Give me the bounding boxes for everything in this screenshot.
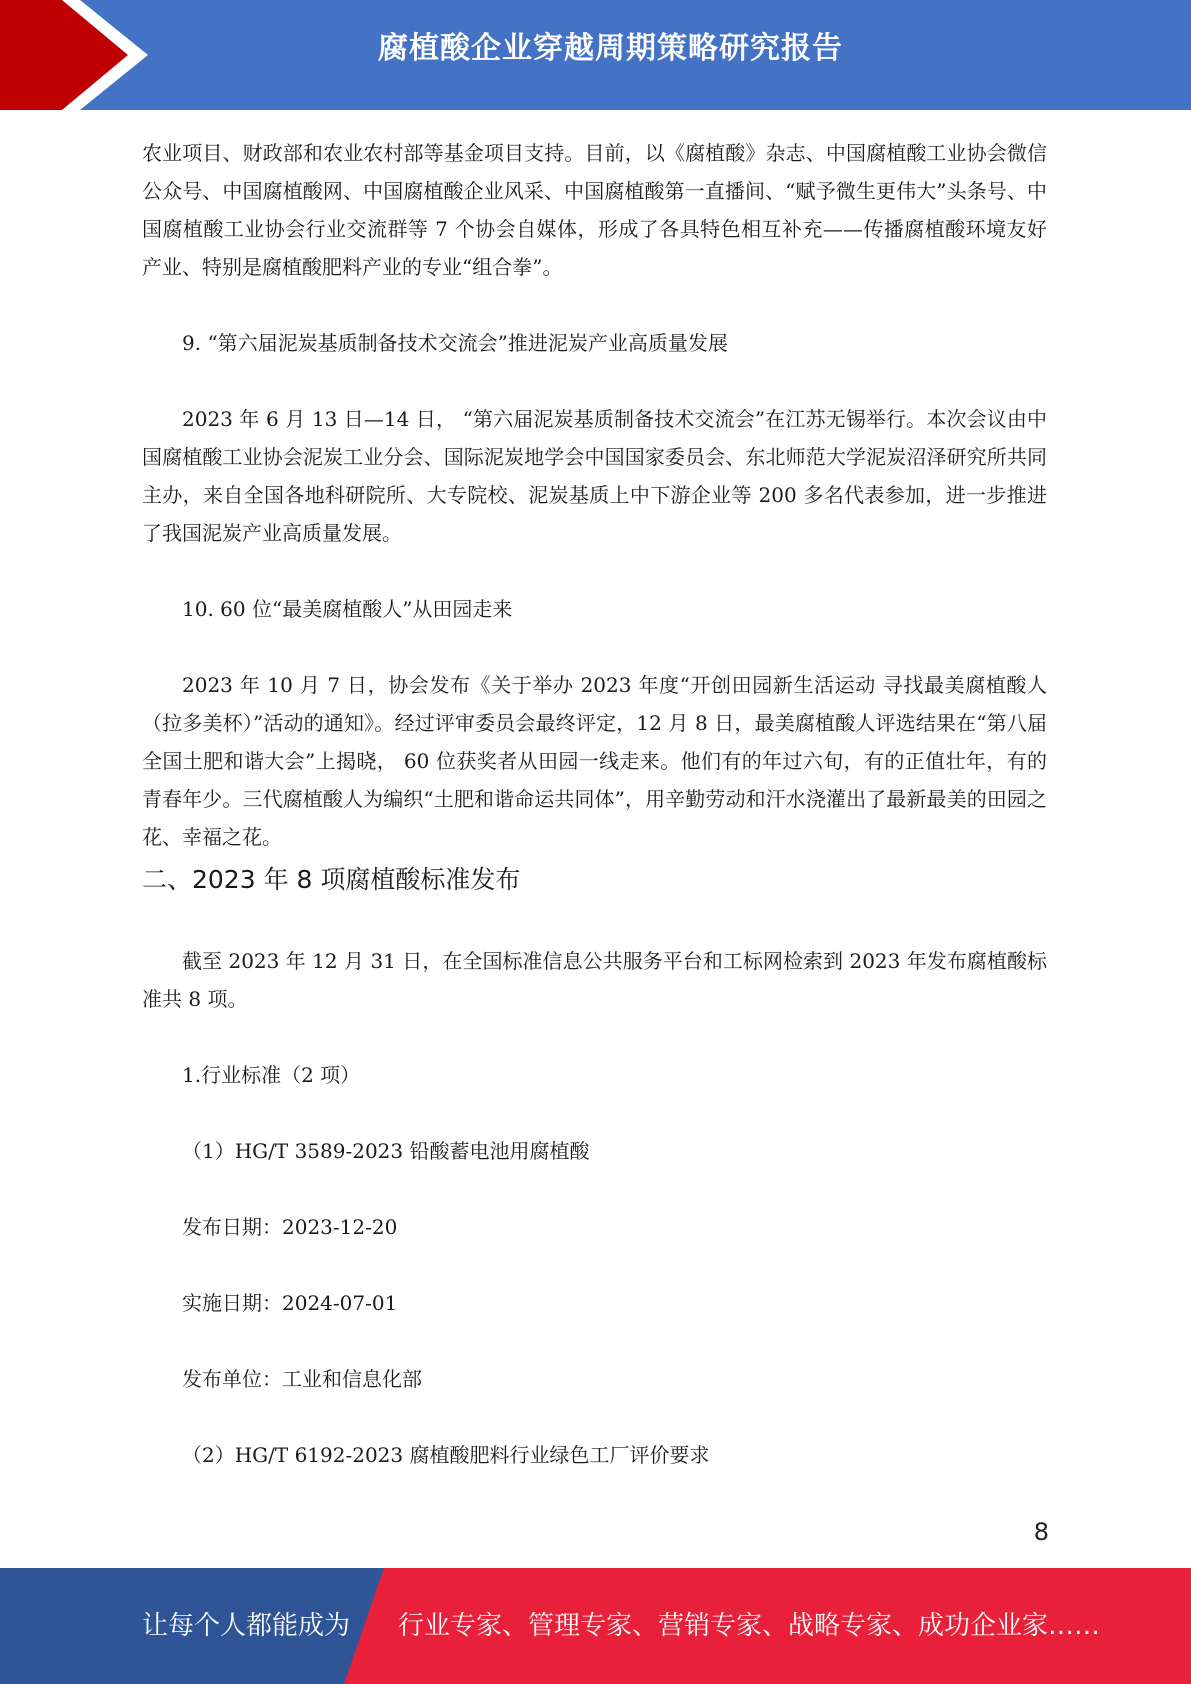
item-9-body: 2023 年 6 月 13 日—14 日， “第六届泥炭基质制备技术交流会”在江苏无锡举行。本次会议由中国腐植酸工业协会泥炭工业分会、国际泥炭地学会中国国家委员会、东北师范大学泥炭沼泽研究所共同主办，来自全国各地科研院所、大专院校、泥炭基质上中下游企业等 200 多名代表参加，进一步推进了我国泥炭产业高质量发展。	[142, 407, 1047, 545]
standard-2-title: （2）HG/T 6192-2023 腐植酸肥料行业绿色工厂评价要求	[182, 1443, 710, 1467]
section-2-heading: 二、2023 年 8 项腐植酸标准发布	[142, 865, 521, 894]
page-footer	[0, 1568, 1191, 1684]
page-content	[142, 134, 1047, 1474]
footer-slogan-right: 行业专家、管理专家、营销专家、战略专家、成功企业家……	[398, 1611, 1101, 1641]
page-header	[0, 0, 1191, 110]
page-number: 8	[1033, 1518, 1049, 1546]
footer-slogan-left: 让每个人都能成为	[142, 1611, 351, 1641]
section-2-intro: 截至 2023 年 12 月 31 日，在全国标准信息公共服务平台和工标网检索到 2023 年发布腐植酸标准共 8 项。	[142, 949, 1047, 1011]
paragraph-media-continued: 农业项目、财政部和农业农村部等基金项目支持。目前，以《腐植酸》杂志、中国腐植酸工业协会微信公众号、中国腐植酸网、中国腐植酸企业风采、中国腐植酸第一直播间、“赋予微生更伟大”头条号、中国腐植酸工业协会行业交流群等 7 个协会自媒体，形成了各具特色相互补充——传播腐植酸环境友好产业、特别是腐植酸肥料产业的专业“组合拳”。	[142, 141, 1047, 279]
standard-1-implementation-date: 实施日期：2024-07-01	[182, 1291, 398, 1315]
industry-standards-title: 1.行业标准（2 项）	[182, 1063, 361, 1087]
item-9-title: 9. “第六届泥炭基质制备技术交流会”推进泥炭产业高质量发展	[182, 331, 728, 355]
standard-1-release-date: 发布日期：2023-12-20	[182, 1215, 398, 1239]
report-title: 腐植酸企业穿越周期策略研究报告	[378, 31, 843, 66]
item-10-title: 10. 60 位“最美腐植酸人”从田园走来	[182, 597, 513, 621]
standard-1-issuer: 发布单位：工业和信息化部	[182, 1367, 422, 1391]
item-10-body: 2023 年 10 月 7 日，协会发布《关于举办 2023 年度“开创田园新生活运动 寻找最美腐植酸人（拉多美杯）”活动的通知》。经过评审委员会最终评定，12 月 8 日，最美腐植酸人评选结果在“第八届全国土肥和谐大会”上揭晓， 60 位获奖者从田园一线走来。他们有的年过六旬，有的正值壮年，有的青春年少。三代腐植酸人为编织“土肥和谐命运共同体”，用辛勤劳动和汗水浇灌出了最新最美的田园之花、幸福之花。	[142, 673, 1047, 849]
standard-1-title: （1）HG/T 3589-2023 铅酸蓄电池用腐植酸	[182, 1139, 590, 1163]
